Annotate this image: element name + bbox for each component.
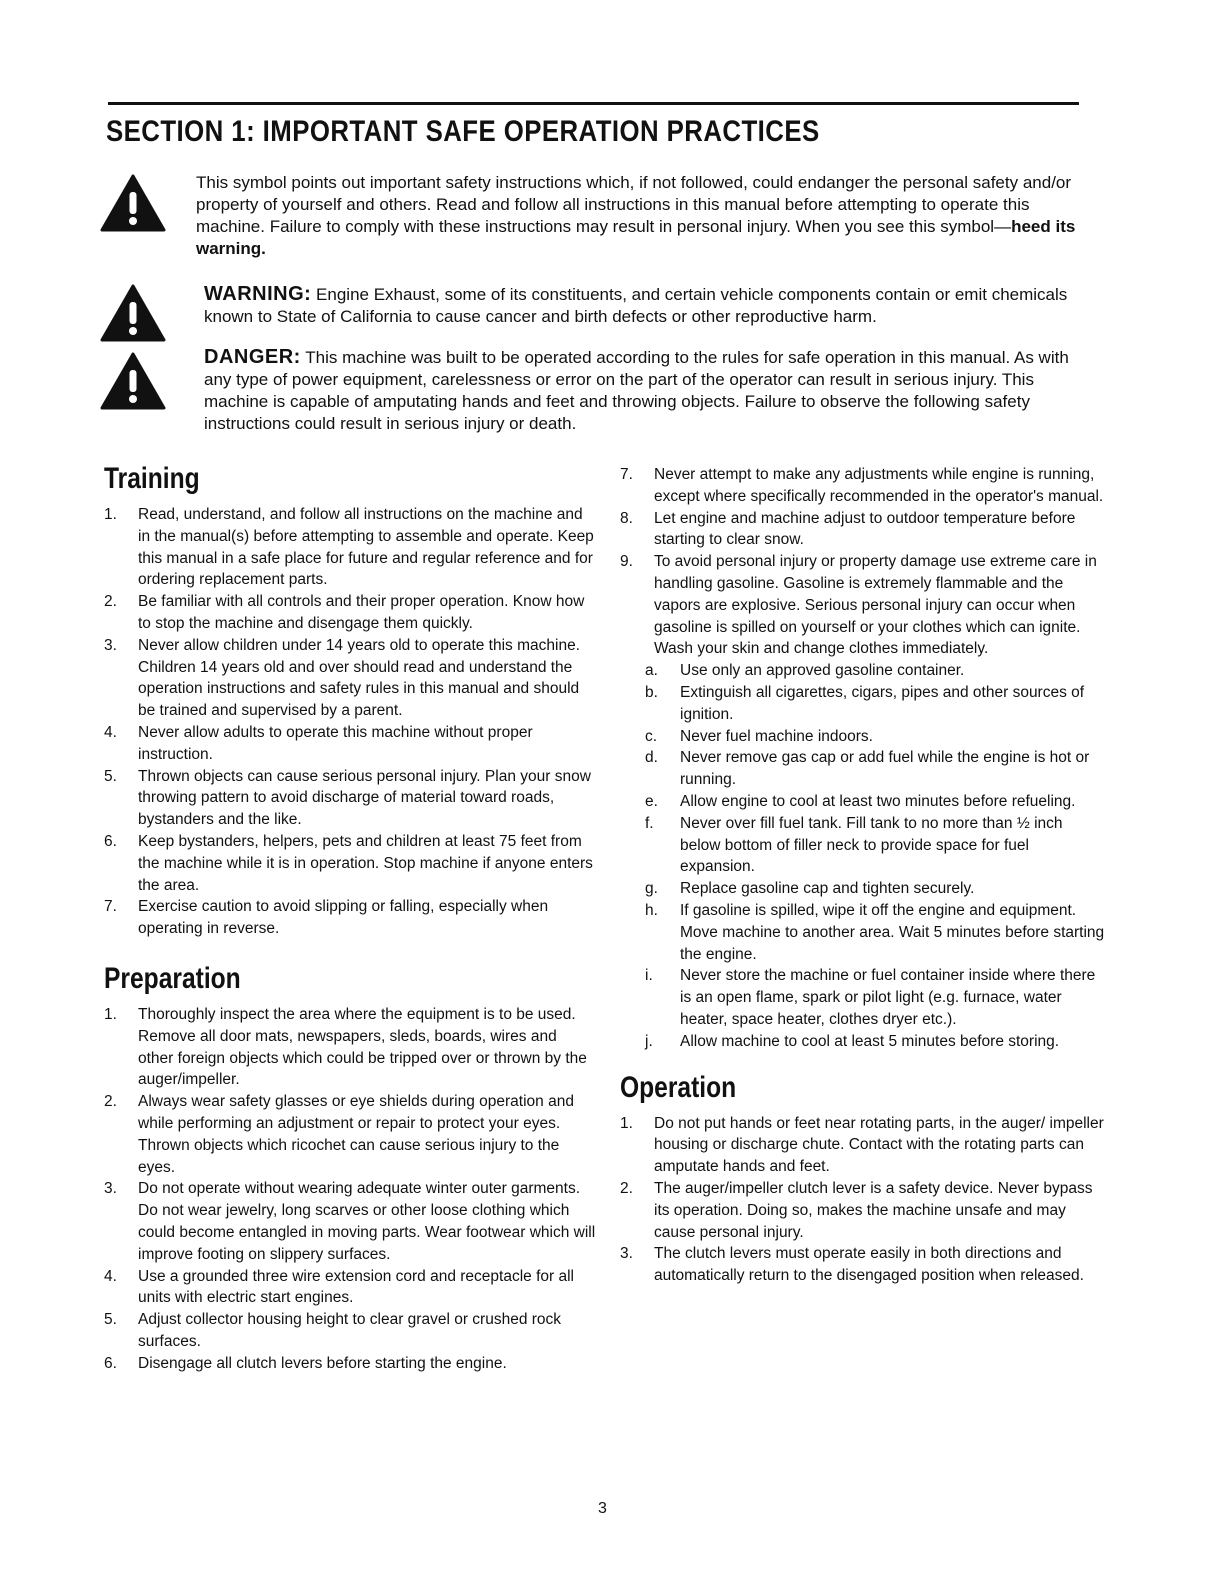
safety-alert-icon	[100, 174, 166, 232]
list-item	[104, 591, 596, 635]
item-text: Never attempt to make any adjustments while engine is running, except where specifically recommended in the operator's manual.	[654, 466, 1104, 505]
item-text: The auger/impeller clutch lever is a safety device. Never bypass its operation. Doing so, makes the machine unsafe and may cause personal injury.	[654, 1179, 1093, 1241]
item-text: Allow machine to cool at least 5 minutes before storing.	[680, 1032, 1060, 1050]
sub-list-item	[620, 726, 1106, 748]
item-text: Replace gasoline cap and tighten securely.	[680, 880, 975, 898]
sub-list-item	[620, 1031, 1106, 1053]
item-number: 4.	[104, 723, 117, 741]
item-text: Keep bystanders, helpers, pets and children at least 75 feet from the machine while it is in operation. Stop machine if anyone enters the area.	[138, 832, 593, 894]
left-column	[104, 462, 596, 1374]
sub-list-item	[620, 682, 1106, 726]
item-number: 2.	[620, 1179, 633, 1197]
sub-list-item	[620, 791, 1106, 813]
item-letter: g.	[645, 880, 658, 898]
danger-paragraph	[204, 346, 1084, 435]
list-item	[104, 635, 596, 722]
list-item	[620, 1178, 1106, 1243]
item-number: 4.	[104, 1267, 117, 1285]
list-item	[104, 722, 596, 766]
item-text: The clutch levers must operate easily in both directions and automatically return to the disengaged position when released.	[654, 1245, 1084, 1285]
item-letter: c.	[645, 727, 658, 745]
item-text: Thoroughly inspect the area where the equipment is to be used. Remove all door mats, newspapers, sleds, boards, wires and other foreign objects which could be tripped over or thrown by the auger/impeller.	[138, 1005, 587, 1089]
page-number: 3	[598, 1500, 607, 1517]
list-item	[104, 896, 596, 940]
sub-list-item	[620, 747, 1106, 791]
sub-list-item	[620, 813, 1106, 878]
item-number: 2.	[104, 1093, 117, 1111]
item-text: Disengage all clutch levers before starting the engine.	[138, 1354, 507, 1372]
preparation-heading: Preparation	[104, 961, 241, 995]
list-item	[620, 551, 1106, 660]
item-number: 3.	[104, 636, 117, 654]
item-text: Never over fill fuel tank. Fill tank to no more than ½ inch below bottom of filler neck to provide space for fuel expansion.	[680, 814, 1063, 876]
item-text: Allow engine to cool at least two minutes before refueling.	[680, 792, 1076, 810]
list-item	[104, 1004, 596, 1091]
item-number: 8.	[620, 509, 633, 527]
item-number: 7.	[104, 898, 117, 916]
item-number: 1.	[104, 506, 117, 523]
warning-label: WARNING:	[204, 283, 312, 305]
item-text: Never fuel machine indoors.	[680, 727, 873, 745]
item-number: 3.	[104, 1180, 117, 1198]
item-letter: i.	[645, 967, 653, 985]
item-letter: a.	[645, 662, 658, 680]
warning-paragraph	[204, 283, 1108, 328]
item-text: Use a grounded three wire extension cord and receptacle for all units with electric start engines.	[138, 1267, 574, 1307]
training-heading: Training	[104, 462, 200, 495]
danger-label: DANGER:	[204, 346, 301, 368]
item-number: 5.	[104, 1311, 117, 1329]
section-title: SECTION 1: IMPORTANT SAFE OPERATION PRACTICES	[106, 115, 820, 148]
preparation-list	[104, 1004, 596, 1375]
item-text: Read, understand, and follow all instructions on the machine and in the manual(s) before attempting to assemble and operate. Keep this manual in a safe place for future and regular reference and for ordering replacement parts.	[138, 506, 594, 589]
list-item	[104, 1309, 596, 1353]
operation-list	[620, 1113, 1106, 1287]
symbol-emphasis: heed its warning.	[196, 217, 1076, 258]
symbol-text: This symbol points out important safety instructions which, if not followed, could endanger the personal safety and/or property of yourself and others. Read and follow all instructions in this manual before attempting to operate this machine. Failure to comply with these instructions may result in personal injury. When you see this symbol—	[196, 173, 1072, 236]
item-text: Always wear safety glasses or eye shields during operation and while performing an adjustment or repair to protect your eyes. Thrown objects which ricochet can cause serious injury to the eyes.	[138, 1093, 574, 1176]
top-rule	[108, 102, 1079, 105]
item-letter: d.	[645, 749, 658, 767]
operation-heading: Operation	[620, 1070, 737, 1104]
item-number: 5.	[104, 767, 117, 785]
item-letter: e.	[645, 792, 658, 810]
warning-alert-icon	[100, 284, 166, 342]
list-item	[620, 464, 1106, 508]
item-text: To avoid personal injury or property damage use extreme care in handling gasoline. Gasoline is extremely flammable and the vapors are explosive. Serious personal injury can occur when gasoline is spilled on yourself or your clothes which can ignite. Wash your skin and change clothes immediately.	[654, 553, 1097, 658]
item-text: Never store the machine or fuel container inside where there is an open flame, spark or pilot light (e.g. furnace, water heater, space heater, clothes dryer etc.).	[680, 967, 1096, 1028]
item-letter: h.	[645, 901, 658, 919]
list-item	[620, 1243, 1106, 1287]
preparation-list-continued	[620, 464, 1106, 660]
list-item	[104, 766, 596, 831]
item-number: 9.	[620, 553, 633, 571]
gasoline-sublist	[620, 660, 1106, 1052]
item-number: 6.	[104, 832, 117, 850]
list-item	[104, 504, 596, 591]
list-item	[104, 1178, 596, 1265]
item-number: 2.	[104, 593, 117, 611]
item-text: Never allow children under 14 years old to operate this machine. Children 14 years old and over should read and understand the operation instructions and safety rules in this manual and should be trained and supervised by a parent.	[138, 636, 580, 720]
right-column	[620, 464, 1106, 1287]
symbol-paragraph	[196, 172, 1096, 260]
item-letter: b.	[645, 683, 658, 701]
item-text: Do not put hands or feet near rotating parts, in the auger/ impeller housing or discharge chute. Contact with the rotating parts can amputate hands and feet.	[654, 1114, 1104, 1176]
sub-list-item	[620, 965, 1106, 1030]
item-letter: j.	[645, 1032, 653, 1050]
item-number: 7.	[620, 466, 633, 483]
item-text: Never remove gas cap or add fuel while the engine is hot or running.	[680, 749, 1090, 789]
item-text: If gasoline is spilled, wipe it off the engine and equipment. Move machine to another area. Wait 5 minutes before starting the engine.	[680, 901, 1105, 963]
item-text: Do not operate without wearing adequate winter outer garments. Do not wear jewelry, long scarves or other loose clothing which could become entangled in moving parts. Wear footwear which will improve footing on slippery surfaces.	[138, 1180, 596, 1263]
list-item	[104, 1266, 596, 1310]
list-item	[104, 831, 596, 896]
list-item	[104, 1353, 596, 1375]
danger-text: This machine was built to be operated according to the rules for safe operation in this manual. As with any type of power equipment, carelessness or error on the part of the operator can result in serious injury. This machine is capable of amputating hands and feet and throwing objects. Failure to observe the following safety instructions could result in serious injury or death.	[204, 348, 1069, 433]
item-text: Thrown objects can cause serious personal injury. Plan your snow throwing pattern to avoid discharge of material toward roads, bystanders and the like.	[138, 767, 591, 829]
danger-alert-icon	[100, 352, 166, 410]
item-text: Extinguish all cigarettes, cigars, pipes and other sources of ignition.	[680, 683, 1085, 723]
list-item	[620, 1113, 1106, 1178]
item-text: Exercise caution to avoid slipping or falling, especially when operating in reverse.	[138, 898, 549, 938]
training-list	[104, 504, 596, 940]
list-item	[620, 508, 1106, 552]
sub-list-item	[620, 900, 1106, 965]
sub-list-item	[620, 878, 1106, 900]
item-number: 6.	[104, 1354, 117, 1372]
item-text: Adjust collector housing height to clear gravel or crushed rock surfaces.	[138, 1311, 562, 1350]
item-text: Use only an approved gasoline container.	[680, 662, 965, 680]
sub-list-item	[620, 660, 1106, 682]
item-number: 1.	[620, 1114, 633, 1132]
item-letter: f.	[645, 814, 654, 832]
item-number: 3.	[620, 1245, 633, 1263]
item-text: Let engine and machine adjust to outdoor temperature before starting to clear snow.	[654, 509, 1076, 549]
warning-text: Engine Exhaust, some of its constituents, and certain vehicle components contain or emit chemicals known to State of California to cause cancer and birth defects or other reproductive harm.	[204, 285, 1068, 326]
item-number: 1.	[104, 1005, 117, 1023]
list-item	[104, 1091, 596, 1178]
item-text: Never allow adults to operate this machine without proper instruction.	[138, 723, 533, 763]
item-text: Be familiar with all controls and their proper operation. Know how to stop the machine and disengage them quickly.	[138, 593, 585, 632]
